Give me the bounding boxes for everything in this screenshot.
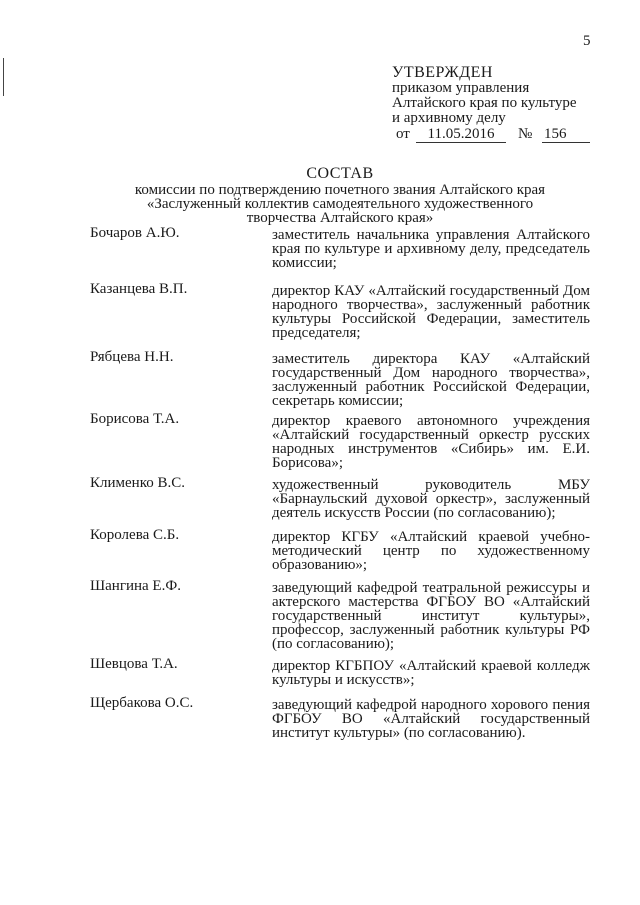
title-line: творчества Алтайского края» — [246, 210, 434, 226]
document-title — [60, 165, 620, 225]
member-name: Щербакова О.С. — [90, 695, 194, 711]
member-name: Королева С.Б. — [90, 527, 180, 543]
page-number: 5 — [583, 33, 591, 49]
member-role: заместитель начальника управления Алтайского края по культуре и архивному делу, председатель комиссии; — [272, 227, 590, 271]
approval-heading: УТВЕРЖДЕН — [392, 64, 493, 81]
order-date: 11.05.2016 — [416, 127, 506, 143]
order-number-label: № — [518, 126, 533, 142]
title-line: комиссии по подтверждению почетного звания Алтайского края — [134, 182, 546, 198]
order-number: 156 — [542, 127, 590, 143]
member-role: заместитель директора КАУ «Алтайский государственный Дом народного творчества», заслуженный работник Российской Федерации, секретарь комиссии; — [272, 351, 590, 409]
approval-line: и архивному делу — [392, 110, 506, 126]
member-role: заведующий кафедрой народного хорового пения ФГБОУ ВО «Алтайский государственный институт культуры» (по согласованию). — [272, 697, 590, 741]
approval-line: приказом управления — [392, 80, 530, 96]
title-main: СОСТАВ — [306, 165, 374, 182]
member-role: директор КГБУ «Алтайский краевой учебно-методический центр по художественному образованию»; — [272, 529, 590, 573]
member-name: Казанцева В.П. — [90, 281, 188, 297]
member-name: Шангина Е.Ф. — [90, 578, 181, 594]
approval-stamp — [392, 64, 632, 145]
member-role: директор КАУ «Алтайский государственный Дом народного творчества», заслуженный работник культуры Российской Федерации, заместитель председателя; — [272, 283, 590, 341]
member-name: Борисова Т.А. — [90, 411, 180, 427]
approval-line: Алтайского края по культуре — [392, 95, 577, 111]
member-role: заведующий кафедрой театральной режиссуры и актерского мастерства ФГБОУ ВО «Алтайский государственный институт культуры», профессор, заслуженный работник культуры РФ (по согласованию); — [272, 580, 590, 652]
member-name: Рябцева Н.Н. — [90, 349, 174, 365]
member-role: директор КГБПОУ «Алтайский краевой колледж культуры и искусств»; — [272, 658, 590, 688]
approval-order-details — [392, 127, 632, 145]
member-name: Клименко В.С. — [90, 475, 185, 491]
member-name: Шевцова Т.А. — [90, 656, 178, 672]
member-role: художественный руководитель МБУ «Барнаульский духовой оркестр», заслуженный деятель искусств России (по согласованию); — [272, 477, 590, 521]
member-role: директор краевого автономного учреждения «Алтайский государственный оркестр русских народных инструментов «Сибирь» им. Е.И. Борисова»; — [272, 413, 590, 471]
margin-line — [3, 58, 4, 96]
title-line: «Заслуженный коллектив самодеятельного художественного — [146, 196, 534, 212]
order-from-label: от — [396, 126, 410, 142]
member-name: Бочаров А.Ю. — [90, 225, 180, 241]
